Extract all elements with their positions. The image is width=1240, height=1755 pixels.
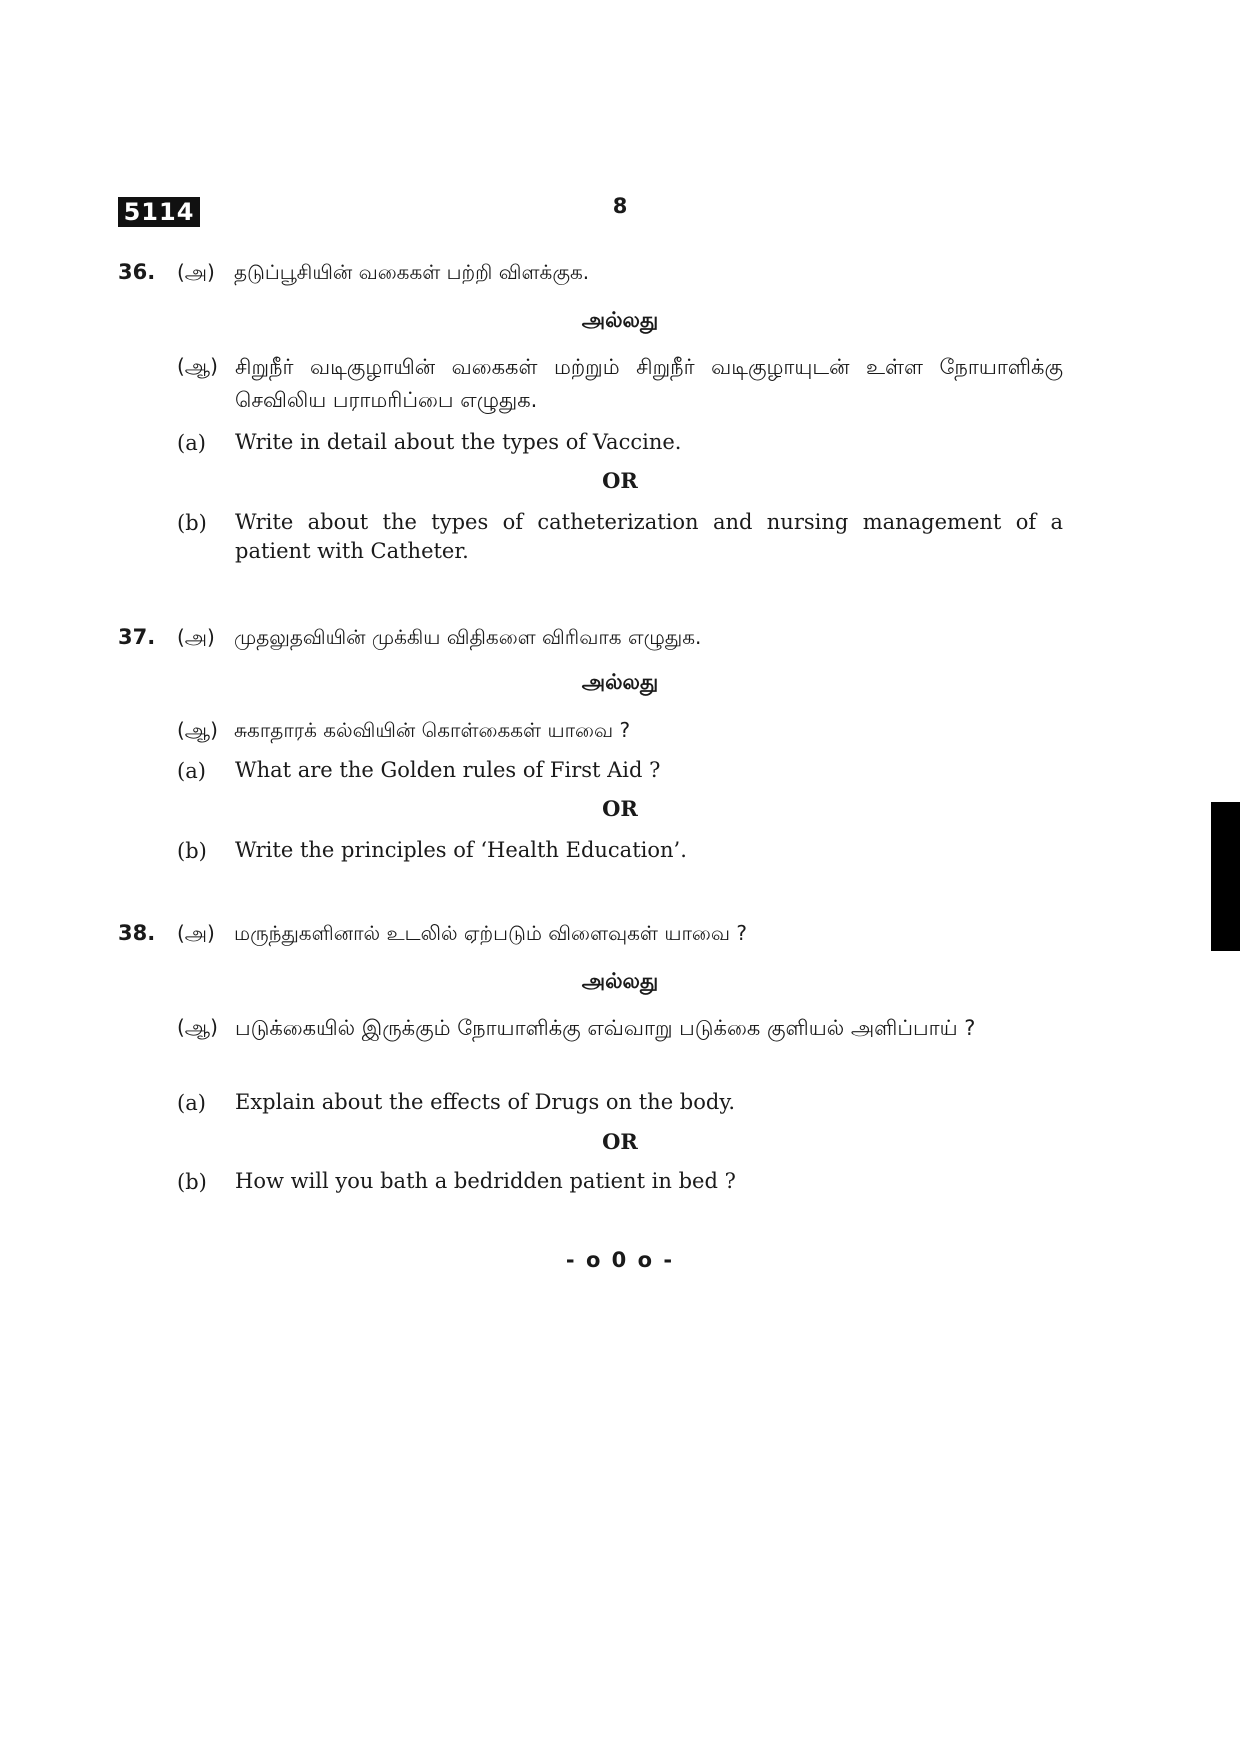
tamil-option-a-label: (அ) [177, 921, 215, 945]
english-option-b-label: (b) [177, 839, 207, 863]
english-option-b-label: (b) [177, 511, 207, 535]
english-option-a-label: (a) [177, 759, 206, 783]
tamil-option-a-label: (அ) [177, 625, 215, 649]
tamil-option-a-text: தடுப்பூசியின் வகைகள் பற்றி விளக்குக. [234, 260, 590, 284]
english-option-b-text: Write the principles of ‘Health Education’. [235, 838, 687, 862]
tamil-option-a-label: (அ) [177, 260, 215, 284]
english-option-a-label: (a) [177, 431, 206, 455]
tamil-option-b-label: (ஆ) [177, 718, 218, 742]
tamil-option-b-text: சுகாதாரக் கல்வியின் கொள்கைகள் யாவை ? [234, 718, 631, 742]
english-option-a-text: Write in detail about the types of Vaccine. [235, 430, 682, 454]
english-option-a-text: What are the Golden rules of First Aid ? [235, 758, 661, 782]
english-or-divider: OR [602, 796, 638, 821]
page-number: 8 [612, 194, 628, 218]
english-option-b-text: Write about the types of catheterization and nursing management of a patient with Catheter. [235, 510, 1063, 563]
english-option-b-label: (b) [177, 1170, 207, 1194]
tamil-option-b-label: (ஆ) [177, 354, 218, 378]
tamil-option-b-text: சிறுநீர் வடிகுழாயின் வகைகள் மற்றும் சிறுநீர் வடிகுழாயுடன் உள்ள நோயாளிக்கு செவிலிய பராமரிப்பை எழுதுக. [235, 355, 1063, 412]
paper-code-badge: 5114 [118, 197, 200, 227]
tamil-or-divider: அல்லது [581, 308, 659, 332]
english-option-a-text: Explain about the effects of Drugs on the body. [235, 1090, 736, 1114]
tamil-option-a-text: முதலுதவியின் முக்கிய விதிகளை விரிவாக எழுதுக. [234, 625, 702, 649]
english-option-b-text: How will you bath a bedridden patient in bed ? [235, 1169, 736, 1193]
tamil-or-divider: அல்லது [581, 670, 659, 694]
english-or-divider: OR [602, 1129, 638, 1154]
english-option-a-label: (a) [177, 1091, 206, 1115]
side-edge-tab [1211, 802, 1240, 951]
question-number: 36. [118, 260, 156, 284]
question-number: 38. [118, 921, 156, 945]
tamil-option-a-text: மருந்துகளினால் உடலில் ஏற்படும் விளைவுகள் யாவை ? [234, 921, 747, 945]
english-or-divider: OR [602, 468, 638, 493]
tamil-or-divider: அல்லது [581, 969, 659, 993]
tamil-option-b-label: (ஆ) [177, 1015, 218, 1039]
end-of-paper-mark: - o 0 o - [565, 1248, 675, 1272]
tamil-option-b-text: படுக்கையில் இருக்கும் நோயாளிக்கு எவ்வாறு படுக்கை குளியல் அளிப்பாய் ? [235, 1016, 976, 1040]
question-number: 37. [118, 625, 156, 649]
